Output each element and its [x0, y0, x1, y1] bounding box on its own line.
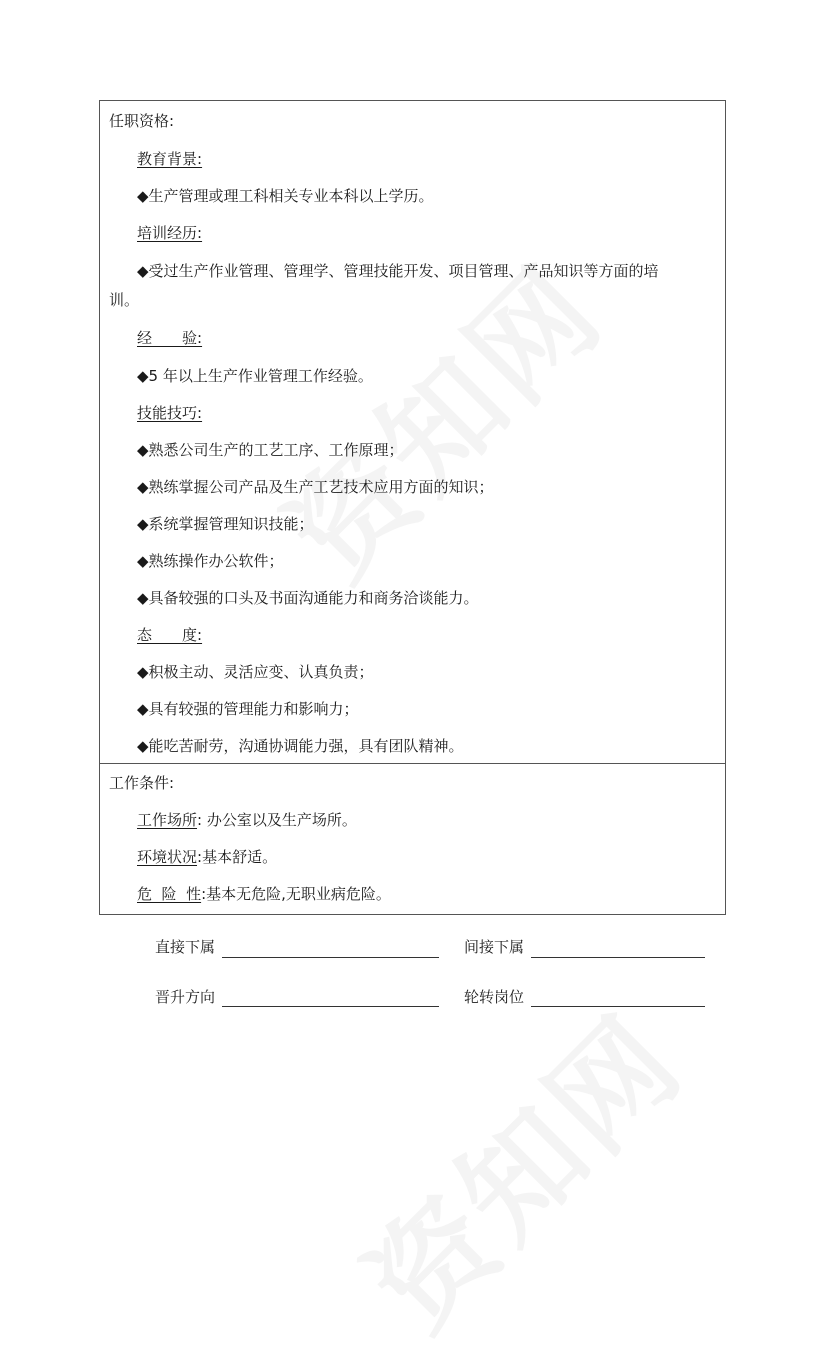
rotation-field[interactable]: [531, 1006, 705, 1007]
training-item: ◆受过生产作业管理、管理学、管理技能开发、项目管理、产品知识等方面的培: [137, 262, 659, 280]
watermark: [325, 972, 714, 1360]
indirect-subordinate-field[interactable]: [531, 957, 705, 958]
workplace-label: 工作场所: [137, 811, 198, 829]
environment-value: :基本舒适。: [197, 848, 278, 866]
skills-item: ◆具备较强的口头及书面沟通能力和商务洽谈能力。: [137, 589, 479, 607]
promotion-field[interactable]: [222, 1006, 439, 1007]
attitude-item: ◆具有较强的管理能力和影响力；: [137, 700, 359, 718]
experience-item: ◆5 年以上生产作业管理工作经验。: [137, 367, 373, 385]
attitude-label: 态 度:: [137, 626, 203, 644]
attitude-item: ◆能吃苦耐劳，沟通协调能力强，具有团队精神。: [137, 737, 464, 755]
skills-item: ◆系统掌握管理知识技能；: [137, 515, 314, 533]
indirect-subordinate-label: 间接下属: [464, 938, 525, 956]
experience-label: 经 验:: [137, 329, 203, 347]
rotation-label: 轮转岗位: [464, 988, 525, 1006]
environment-row: [137, 847, 277, 867]
skills-label: 技能技巧:: [137, 404, 203, 422]
danger-label: 危 险 性: [137, 885, 202, 903]
environment-label: 环境状况: [137, 848, 198, 866]
conditions-heading: 工作条件:: [109, 774, 175, 792]
education-label: 教育背景:: [137, 150, 203, 168]
attitude-item: ◆积极主动、灵活应变、认真负责；: [137, 663, 374, 681]
direct-subordinate-field[interactable]: [222, 957, 439, 958]
skills-item: ◆熟悉公司生产的工艺工序、工作原理；: [137, 441, 404, 459]
qualifications-section: [99, 100, 726, 764]
conditions-section: [99, 763, 726, 915]
direct-subordinate-label: 直接下属: [155, 938, 216, 956]
workplace-value: : 办公室以及生产场所。: [197, 811, 357, 829]
education-item: ◆生产管理或理工科相关专业本科以上学历。: [137, 187, 434, 205]
danger-row: [137, 884, 391, 904]
danger-value: :基本无危险,无职业病危险。: [201, 885, 391, 903]
qualifications-heading: 任职资格:: [109, 112, 175, 130]
promotion-label: 晋升方向: [155, 988, 216, 1006]
skills-item: ◆熟练操作办公软件；: [137, 552, 284, 570]
skills-item: ◆熟练掌握公司产品及生产工艺技术应用方面的知识；: [137, 478, 494, 496]
training-item-wrap: 训。: [109, 291, 140, 309]
training-label: 培训经历:: [137, 224, 203, 242]
workplace-row: [137, 810, 357, 830]
